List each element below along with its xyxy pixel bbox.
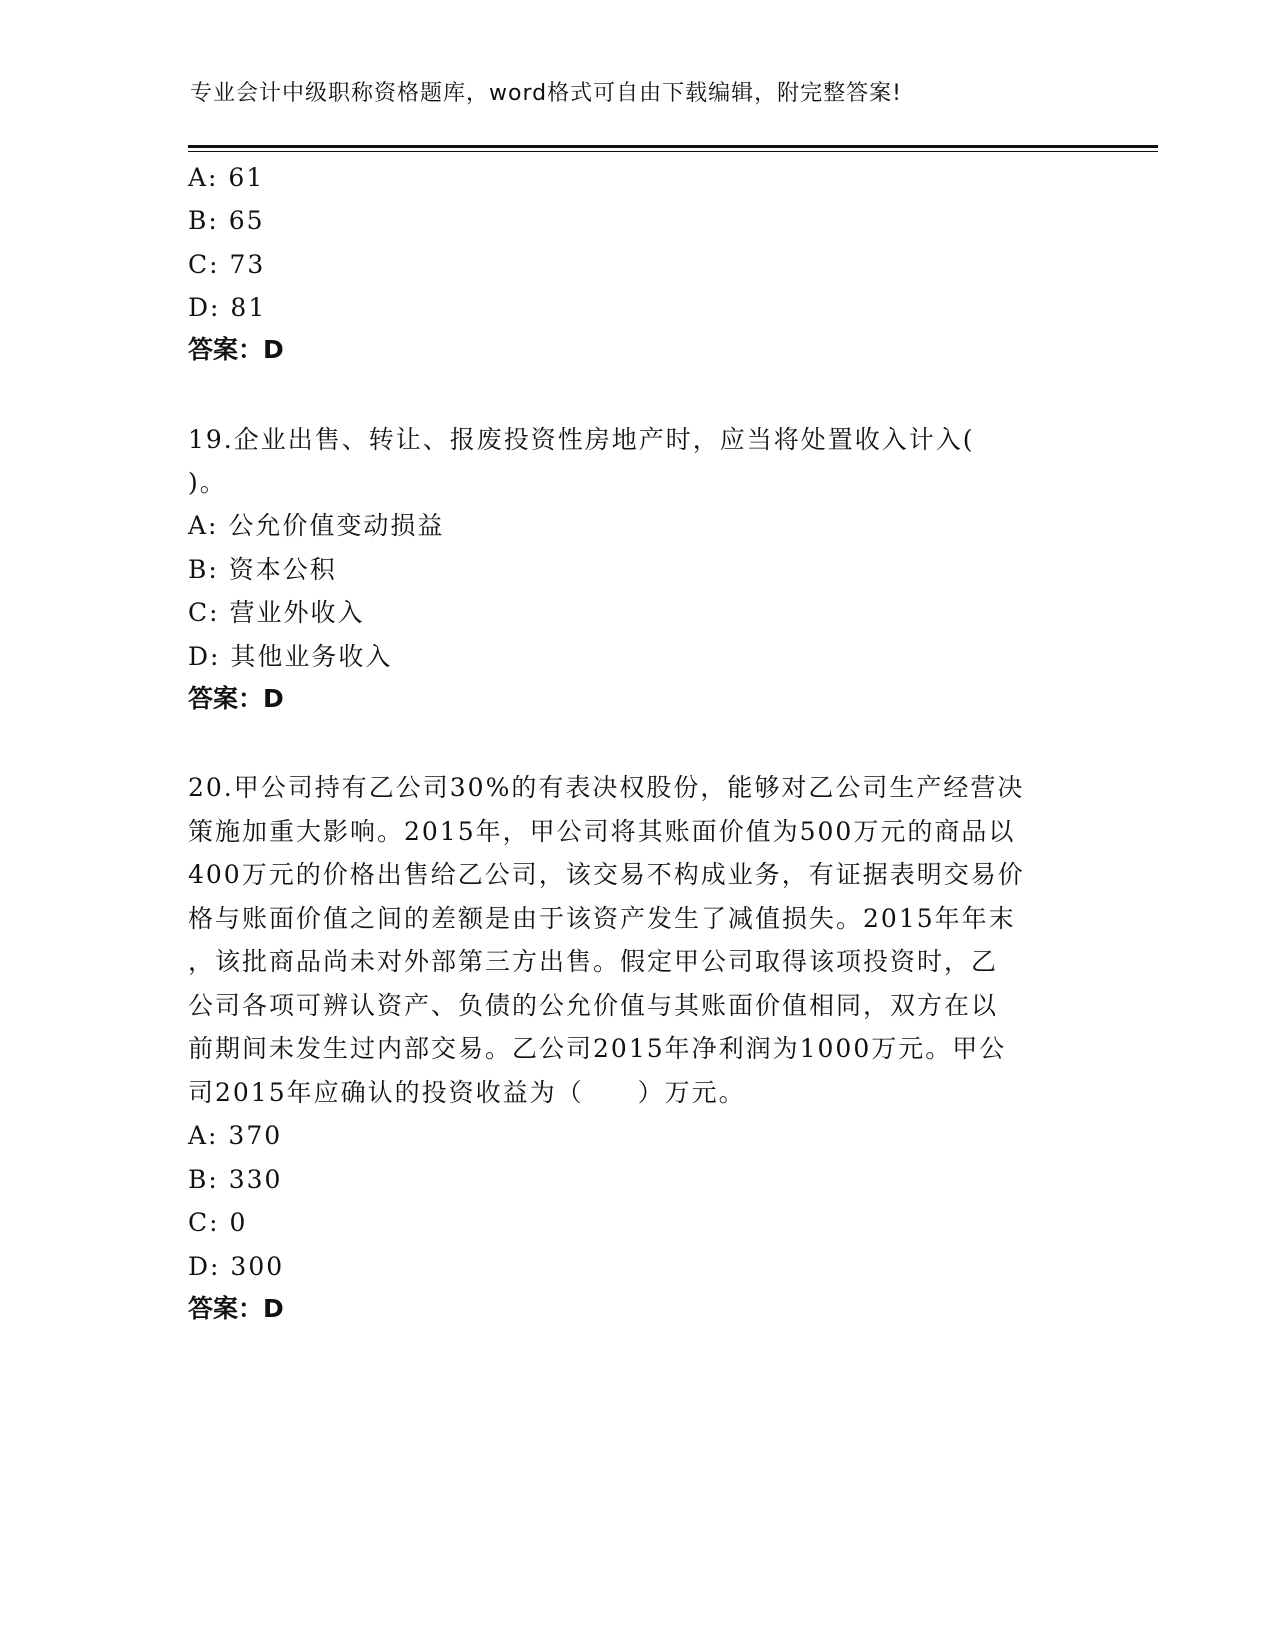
q18-option-d: D: 81 bbox=[188, 293, 267, 322]
q20-option-a: A: 370 bbox=[188, 1121, 283, 1150]
q18-answer: 答案：D bbox=[188, 335, 284, 364]
q20-stem-line-4: 格与账面价值之间的差额是由于该资产发生了减值损失。2015年年末 bbox=[188, 904, 1016, 933]
q20-stem-line-2: 策施加重大影响。2015年，甲公司将其账面价值为500万元的商品以 bbox=[188, 817, 1016, 846]
q20-answer: 答案：D bbox=[188, 1294, 284, 1323]
q19-stem-line-1: 19.企业出售、转让、报废投资性房地产时，应当将处置收入计入( bbox=[188, 425, 975, 454]
q19-stem-line-2: )。 bbox=[188, 468, 227, 497]
header-rule-thin bbox=[188, 151, 1158, 152]
q20-stem-line-3: 400万元的价格出售给乙公司，该交易不构成业务，有证据表明交易价 bbox=[188, 860, 1025, 889]
q19-option-c: C: 营业外收入 bbox=[188, 598, 365, 627]
q20-stem-line-6: 公司各项可辨认资产、负债的公允价值与其账面价值相同，双方在以 bbox=[188, 991, 999, 1020]
q20-option-b: B: 330 bbox=[188, 1165, 283, 1194]
q20-option-c: C: 0 bbox=[188, 1208, 248, 1237]
q20-option-d: D: 300 bbox=[188, 1252, 285, 1281]
q18-option-c: C: 73 bbox=[188, 250, 266, 279]
q20-stem-line-7: 前期间未发生过内部交易。乙公司2015年净利润为1000万元。甲公 bbox=[188, 1034, 1007, 1063]
page-header: 专业会计中级职称资格题库，word格式可自由下载编辑，附完整答案! bbox=[190, 81, 902, 106]
q18-option-b: B: 65 bbox=[188, 206, 265, 235]
header-rule-thick bbox=[188, 145, 1158, 148]
q20-stem-line-1: 20.甲公司持有乙公司30%的有表决权股份，能够对乙公司生产经营决 bbox=[188, 773, 1025, 802]
q19-answer: 答案：D bbox=[188, 684, 284, 713]
q19-option-d: D: 其他业务收入 bbox=[188, 642, 393, 671]
q18-option-a: A: 61 bbox=[188, 163, 265, 192]
q19-option-a: A: 公允价值变动损益 bbox=[188, 511, 445, 540]
q20-stem-line-5: ，该批商品尚未对外部第三方出售。假定甲公司取得该项投资时，乙 bbox=[188, 947, 999, 976]
q20-stem-line-8: 司2015年应确认的投资收益为（ ）万元。 bbox=[188, 1078, 746, 1107]
q19-option-b: B: 资本公积 bbox=[188, 555, 337, 584]
